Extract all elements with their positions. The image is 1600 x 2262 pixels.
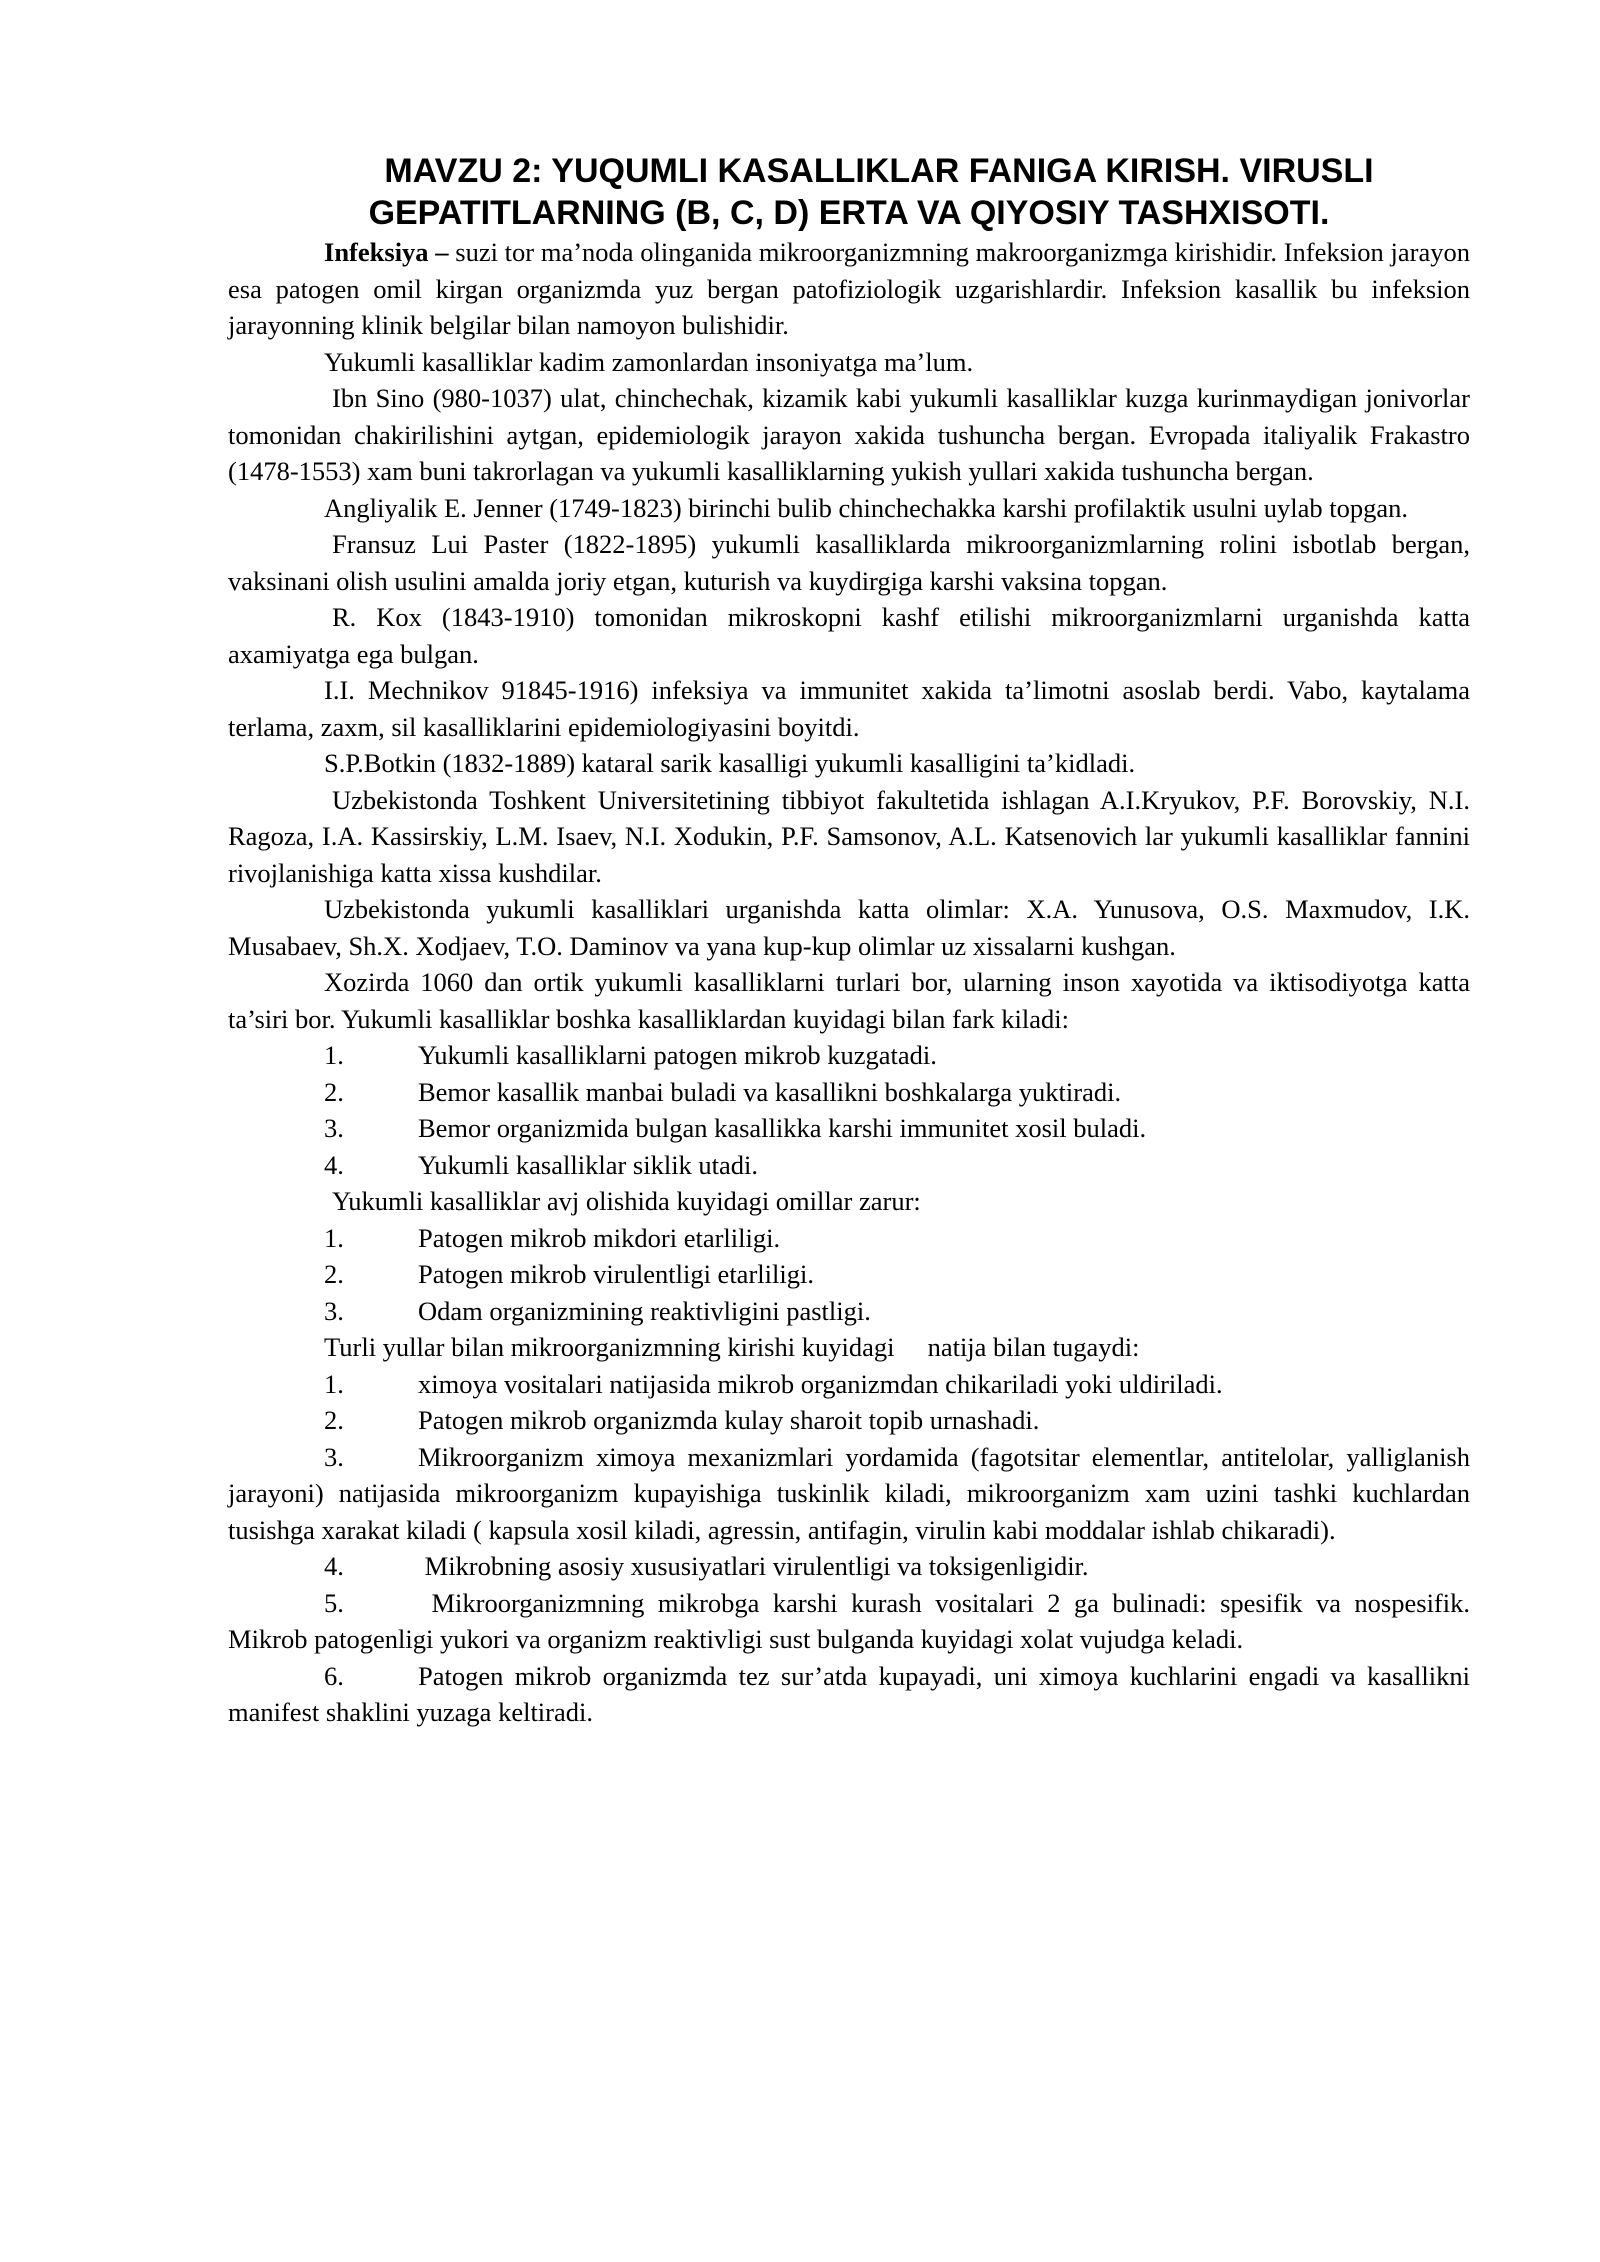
paragraph: Fransuz Lui Paster (1822-1895) yukumli kasalliklarda mikroorganizmlarning rolini isbotlab bergan, vaksinani olish usulini amalda joriy etgan, kuturish va kuydirgiga karshi vaksina topgan. [228, 529, 1470, 596]
list-number: 4. [324, 1149, 344, 1180]
list-text: Mikroorganizmning mikrobga karshi kurash vositalari 2 ga bulinadi: spesifik va nospesifik. Mikrob patogenligi yukori va organizm reaktivligi sust bulganda kuyidagi xolat vujudga keladi. [228, 1587, 1470, 1654]
list-item [228, 1256, 1470, 1293]
paragraph: I.I. Mechnikov 91845-1916) infeksiya va immunitet xakida ta’limotni asoslab berdi. Vabo, kaytalama terlama, zaxm, sil kasalliklarini epidemiologiyasini boyitdi. [228, 675, 1470, 742]
list-item [228, 1585, 1470, 1658]
list-item [228, 1220, 1470, 1257]
list-item [228, 1439, 1470, 1549]
list-text: Patogen mikrob organizmda kulay sharoit topib urnashadi. [418, 1405, 1040, 1435]
title-line-1: MAVZU 2: YUQUMLI KASALLIKLAR FANIGA KIRISH. VIRUSLI [384, 152, 1374, 190]
list-item [228, 1074, 1470, 1111]
list-text: Patogen mikrob mikdori etarliligi. [418, 1222, 781, 1253]
paragraph: Xozirda 1060 dan ortik yukumli kasalliklarni turlari bor, ularning inson xayotida va iktisodiyotga katta ta’siri bor. Yukumli kasalliklar boshka kasalliklardan kuyidagi bilan fark kiladi: [228, 967, 1470, 1034]
paragraph: S.P.Botkin (1832-1889) kataral sarik kasalligi yukumli kasalligini ta’kidladi. [324, 748, 1136, 778]
paragraph: Uzbekistonda Toshkent Universitetining tibbiyot fakultetida ishlagan A.I.Kryukov, P.F. Borovskiy, N.I. Ragoza, I.A. Kassirskiy, L.M. Isaev, N.I. Xodukin, P.F. Samsonov, A.L. Katsenovich lar yukumli kasalliklar fannini rivojlanishiga katta xissa kushdilar. [228, 784, 1470, 888]
list-text: Bemor kasallik manbai buladi va kasallikni boshkalarga yuktiradi. [418, 1076, 1122, 1107]
list-item [228, 1110, 1470, 1147]
list-text: Yukumli kasalliklar siklik utadi. [418, 1149, 759, 1180]
document-page [228, 150, 1470, 1731]
list-item [228, 1293, 1470, 1330]
intro-term: Infeksiya – [324, 237, 449, 267]
document-title [228, 150, 1470, 234]
list-item [228, 1366, 1470, 1403]
list-number: 3. [324, 1441, 344, 1472]
list-item [228, 1548, 1470, 1585]
list-text: Odam organizmining reaktivligini pastligi. [418, 1295, 871, 1326]
list-number: 3. [324, 1113, 344, 1143]
list-number: 5. [324, 1587, 344, 1618]
list-number: 1. [324, 1040, 344, 1070]
list-text: ximoya vositalari natijasida mikrob organizmdan chikariladi yoki uldiriladi. [418, 1368, 1223, 1399]
list-number: 2. [324, 1405, 344, 1435]
title-line-2: GEPATITLARNING (B, C, D) ERTA VA QIYOSIY TASHXISOTI. [368, 194, 1330, 232]
list-text: Mikroorganizm ximoya mexanizmlari yordamida (fagotsitar elementlar, antitelolar, yalliglanish jarayoni) natijasida mikroorganizm kupayishiga tuskinlik kiladi, mikroorganizm xam uzini tashki kuchlardan tusishga xarakat kiladi ( kapsula xosil kiladi, agressin, antifagin, virulin kabi moddalar ishlab chikaradi). [228, 1441, 1470, 1545]
paragraph: Ibn Sino (980-1037) ulat, chinchechak, kizamik kabi yukumli kasalliklar kuzga kurinmaydigan jonivorlar tomonidan chakirilishini aytgan, epidemiologik jarayon xakida tushuncha bergan. Evropada italiyalik Frakastro (1478-1553) xam buni takrorlagan va yukumli kasalliklarning yukish yullari xakida tushuncha bergan. [228, 383, 1470, 486]
paragraph: Angliyalik E. Jenner (1749-1823) birinchi bulib chinchechakka karshi profilaktik usulni uylab topgan. [324, 492, 1409, 523]
list-number: 2. [324, 1259, 344, 1289]
list-number: 1. [324, 1368, 344, 1399]
intro-paragraph [228, 234, 1470, 344]
list-text: Patogen mikrob virulentligi etarliligi. [418, 1259, 814, 1289]
list-text: Patogen mikrob organizmda tez sur’atda kupayadi, uni ximoya kuchlarini engadi va kasallikni manifest shaklini yuzaga keltiradi. [228, 1660, 1470, 1727]
list-text: Mikrobning asosiy xususiyatlari virulentligi va toksigenligidir. [418, 1551, 1089, 1581]
list-text: Bemor organizmida bulgan kasallikka karshi immunitet xosil buladi. [418, 1113, 1147, 1143]
list-item [228, 1658, 1470, 1731]
list-number: 1. [324, 1222, 344, 1253]
list-lead: Turli yullar bilan mikroorganizmning kirishi kuyidagi natija bilan tugaydi: [324, 1332, 1140, 1362]
list-number: 6. [324, 1660, 344, 1691]
list-text: Yukumli kasalliklarni patogen mikrob kuzgatadi. [418, 1040, 937, 1070]
list-number: 2. [324, 1076, 344, 1107]
list-lead: Yukumli kasalliklar avj olishida kuyidagi omillar zarur: [332, 1186, 921, 1216]
paragraph: Yukumli kasalliklar kadim zamonlardan insoniyatga ma’lum. [324, 346, 974, 377]
list-item [228, 1147, 1470, 1184]
list-number: 4. [324, 1551, 344, 1581]
list-number: 3. [324, 1295, 344, 1326]
paragraph: Uzbekistonda yukumli kasalliklari urganishda katta olimlar: X.A. Yunusova, O.S. Maxmudov, I.K. Musabaev, Sh.X. Xodjaev, T.O. Daminov va yana kup-kup olimlar uz xissalarni kushgan. [228, 894, 1470, 961]
list-item [228, 1402, 1470, 1439]
list-item [228, 1037, 1470, 1074]
intro-text: suzi tor ma’noda olinganida mikroorganizmning makroorganizmga kirishidir. Infeksion jarayon esa patogen omil kirgan organizmda yuz bergan patofiziologik uzgarishlardir. Infeksion kasallik bu infeksion jarayonning klinik belgilar bilan namoyon bulishidir. [228, 237, 1470, 340]
paragraph: R. Kox (1843-1910) tomonidan mikroskopni kashf etilishi mikroorganizmlarni urganishda katta axamiyatga ega bulgan. [228, 602, 1470, 669]
